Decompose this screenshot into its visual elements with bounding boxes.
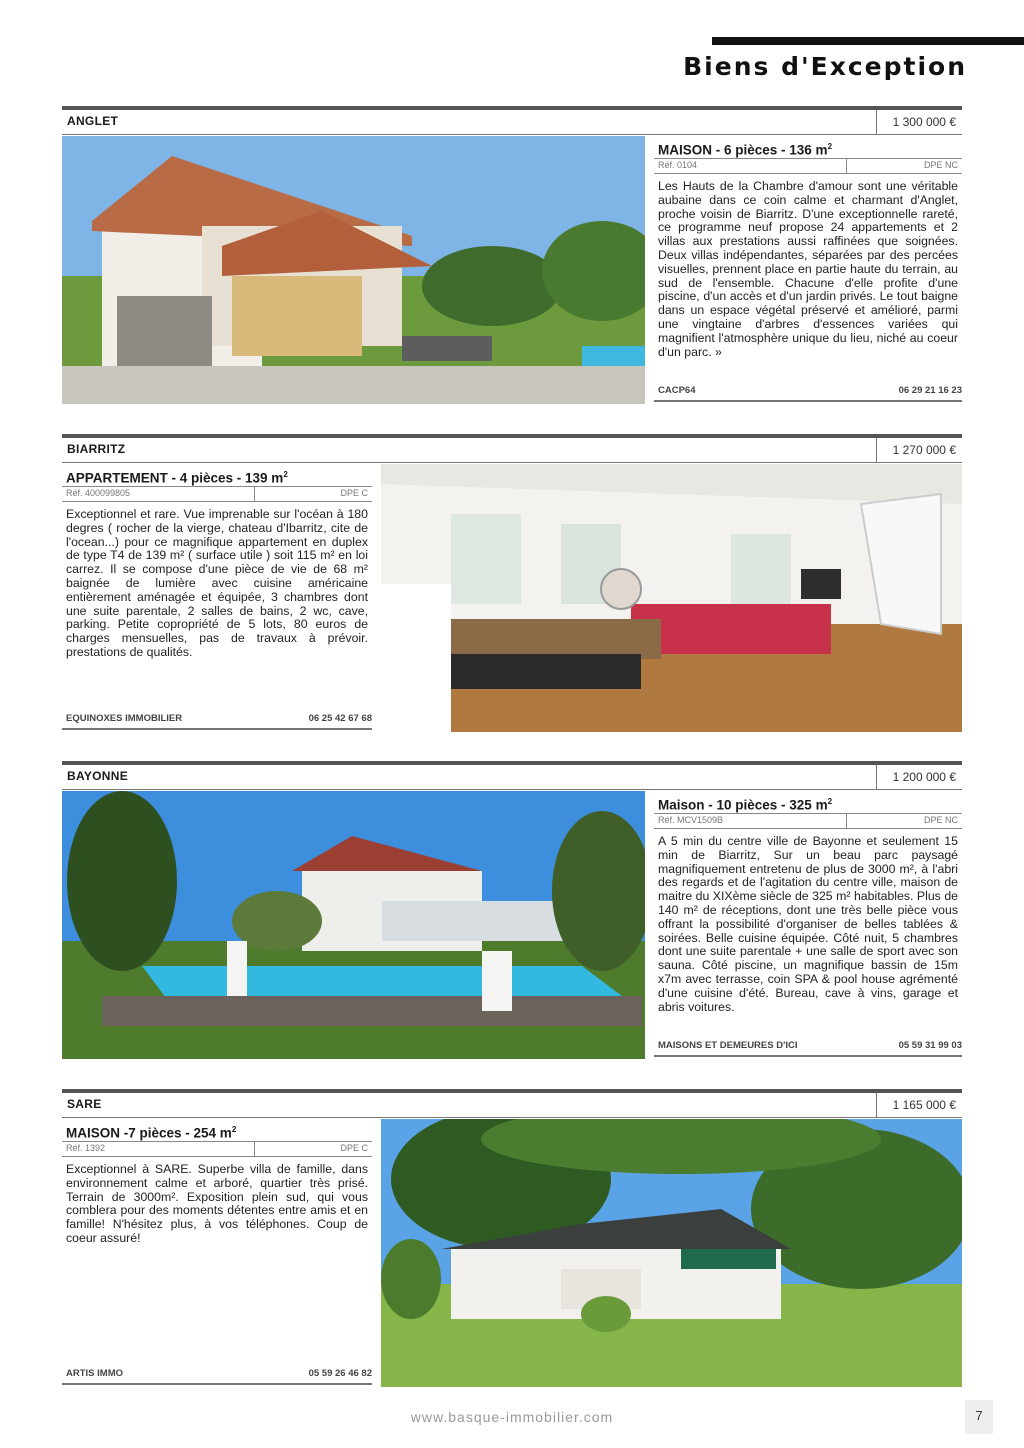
page-number: 7 [975,1408,983,1423]
agency-row [654,380,962,402]
property-type: Maison - 10 pièces - 325 $m^2$ [658,797,833,813]
agency-name: ARTIS IMMO [66,1368,123,1379]
city-label: BAYONNE [67,769,129,783]
listing-info [654,136,962,404]
listing-header [62,1089,962,1118]
listing-bayonne [62,761,962,1061]
property-description: Exceptionnel à SARE. Superbe villa de famille, dans environnement calme et arboré, quartier très prisé. Terrain de 3000m². Exposition plein sud, qui vous comblera pour des moments détentes entre amis et en famille! N'hésitez plus, à vos téléphones. Coup de coeur assuré! [66,1162,368,1245]
energy-rating: DPE C [340,1143,368,1153]
property-description: Exceptionnel et rare. Vue imprenable sur l'océan à 180 degres ( rocher de la vierge, chateau d'Ibarritz, cite de l'ocean...) pour ce magnifique appartement en duplex de type T4 de 139 m² ( surface utile ) soit 115 m² en loi carrez. Il se compose d'une pièce de vie de 68 m² baignée de lumière avec cuisine américaine entièrement aménagée et équipée, 3 chambres dont une suite parentale, 2 salles de bains, 2 wc, cave, parking. Petite copropriété de 5 lots, 80 euros de charges mensuelles, pas de travaux à prévoir. prestations de qualités. [66,507,368,659]
agency-phone: 06 25 42 67 68 [308,713,372,724]
reference-number: Réf. 1392 [66,1143,106,1153]
divider [254,1142,255,1156]
agency-row [62,1363,372,1385]
agency-name: MAISONS ET DEMEURES D'ICI [658,1040,798,1051]
reference-row [654,158,962,174]
agency-name: EQUINOXES IMMOBILIER [66,713,183,724]
energy-rating: DPE C [340,488,368,498]
agency-phone: 06 29 21 16 23 [898,385,962,396]
reference-number: Réf. 0104 [658,160,698,170]
listing-biarritz [62,434,962,734]
property-photo [62,791,645,1059]
listing-anglet [62,106,962,406]
property-type: MAISON - 6 pièces - 136 $m^2$ [658,142,833,158]
agency-phone: 05 59 26 46 82 [308,1368,372,1379]
reference-number: Réf. 400099805 [66,488,131,498]
property-photo [62,136,645,404]
city-label: BIARRITZ [67,442,126,456]
property-type: APPARTEMENT - 4 pièces - 139 $m^2$ [66,470,288,486]
reference-row [62,486,372,502]
price-label: 1 300 000 € [876,110,962,134]
city-label: ANGLET [67,114,119,128]
listing-info [654,791,962,1059]
header-bar [712,37,1024,45]
divider [846,814,847,828]
property-photo [381,1119,962,1387]
property-type: MAISON -7 pièces - 254 $m^2$ [66,1125,237,1141]
price-label: 1 165 000 € [876,1093,962,1117]
agency-row [654,1035,962,1057]
price-label: 1 270 000 € [876,438,962,462]
property-photo [381,464,962,732]
listing-header [62,434,962,463]
listing-header [62,106,962,135]
reference-row [654,813,962,829]
city-label: SARE [67,1097,102,1111]
agency-name: CACP64 [658,385,696,396]
price-label: 1 200 000 € [876,765,962,789]
listing-info [62,1119,372,1387]
section-title: Biens d'Exception [683,52,967,81]
property-description: Les Hauts de la Chambre d'amour sont une véritable aubaine dans ce coin calme et charmant d'Anglet, proche voisin de Biarritz. D'une exceptionnelle rareté, ce programme neuf propose 24 appartements et 2 villas aux prestations aussi raffinées que soignées. Deux villas indépendantes, séparées par des percées visuelles, prennent place en partie haute du terrain, au sud de l'ensemble. Chacune d'elle profite d'une piscine, d'un accès et d'un jardin privés. Le tout baigne dans un espace végétal préservé et amélioré, parmi une vingtaine d'arbres d'essences variées qui magnifient l'atmosphère unique du lieu, niché au coeur d'un parc. » [658,179,958,359]
listing-header [62,761,962,790]
reference-number: Réf. MCV1509B [658,815,724,825]
energy-rating: DPE NC [923,160,958,170]
agency-phone: 05 59 31 99 03 [898,1040,962,1051]
listing-info [62,464,372,732]
divider [846,159,847,173]
reference-row [62,1141,372,1157]
listing-sare [62,1089,962,1389]
divider [254,487,255,501]
property-description: A 5 min du centre ville de Bayonne et seulement 15 min de Biarritz, Sur un beau parc paysagé magnifiquement entretenu de plus de 3000 m², à l'abri des regards et de l'agitation du centre ville, maison de maitre du XIXème siècle de 325 m² habitables. Plus de 140 m² de réceptions, dont une très belle pièce vous offrant la possibilité d'organiser de belles tablées & soirées. Belle cuisine équipée. Côté nuit, 5 chambres dont une suite parentale + une salle de sport avec son sauna. Côté piscine, un magnifique bassin de 15m x7m avec terrasse, coin SPA & pool house agrémenté d'une cuisine d'été. Bureau, cave à vins, garage et abris voitures. [658,834,958,1014]
agency-row [62,708,372,730]
energy-rating: DPE NC [923,815,958,825]
footer-url[interactable]: www.basque-immobilier.com [410,1409,614,1425]
page-number-box [965,1400,993,1434]
